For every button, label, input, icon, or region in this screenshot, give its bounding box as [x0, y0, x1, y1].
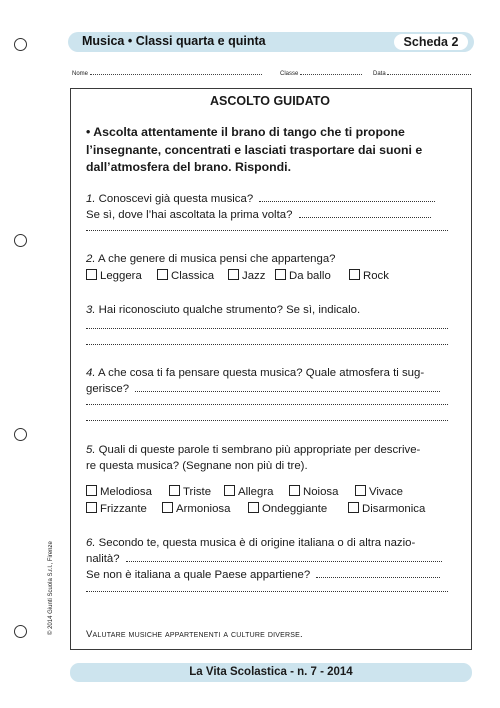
intro-text: • Ascolta attentamente il brano di tango che ti propone l’insegnante, concentrati e lasciati trasportare dai suoni e dall’atmosfera del brano. Rispondi.	[86, 125, 423, 174]
checkbox[interactable]	[86, 269, 97, 280]
checkbox[interactable]	[248, 502, 259, 513]
q5-option-ondeggiante[interactable]: Ondeggiante	[248, 502, 327, 515]
q2-option-jazz[interactable]: Jazz	[228, 269, 265, 282]
q1-line1	[86, 193, 435, 205]
q6-number: 6.	[86, 537, 96, 549]
checkbox[interactable]	[86, 485, 97, 496]
checkbox[interactable]	[348, 502, 359, 513]
q1-answer-field-2[interactable]	[299, 209, 431, 218]
checkbox[interactable]	[86, 502, 97, 513]
q6-text-3: Se non è italiana a quale Paese appartiene?	[86, 569, 311, 581]
binder-hole-2	[14, 234, 27, 247]
q4-line2	[86, 383, 440, 395]
q5-option-vivace[interactable]: Vivace	[355, 485, 403, 498]
binder-hole-4	[14, 625, 27, 638]
q1-text: Conoscevi già questa musica?	[98, 193, 254, 205]
q6-text-2: nalità?	[86, 553, 120, 565]
q5-option-melodiosa[interactable]: Melodiosa	[86, 485, 152, 498]
q3-line	[86, 304, 360, 316]
date-field-row	[373, 69, 471, 77]
q5-option-noiosa[interactable]: Noiosa	[289, 485, 338, 498]
q4-line1	[86, 367, 424, 379]
worksheet-title: ASCOLTO GUIDATO	[210, 94, 330, 108]
checkbox[interactable]	[349, 269, 360, 280]
q6-answer-field[interactable]	[126, 553, 442, 562]
checkbox[interactable]	[224, 485, 235, 496]
q5-text: Quali di queste parole ti sembrano più appropriate per descrive-	[98, 444, 421, 456]
q6-text: Secondo te, questa musica è di origine italiana o di altra nazio-	[98, 537, 416, 549]
checkbox[interactable]	[228, 269, 239, 280]
checkbox[interactable]	[289, 485, 300, 496]
q5-number: 5.	[86, 444, 96, 456]
name-label: Nome	[72, 71, 89, 77]
q4-answer-field[interactable]	[135, 383, 440, 392]
q5-option-triste[interactable]: Triste	[169, 485, 211, 498]
q6-answer-field-2[interactable]	[316, 569, 440, 578]
checkbox[interactable]	[162, 502, 173, 513]
q4-answer-line-1[interactable]	[86, 404, 448, 405]
q1-answer-field[interactable]	[259, 193, 435, 202]
name-field-row	[72, 69, 262, 77]
q5-line2	[86, 460, 308, 472]
class-label: Classe	[280, 71, 299, 77]
class-field-row	[280, 69, 362, 77]
checkbox[interactable]	[169, 485, 180, 496]
q4-text: A che cosa ti fa pensare questa musica? Quale atmosfera ti sug-	[98, 367, 425, 379]
q1-line2	[86, 209, 431, 221]
q2-option-rock[interactable]: Rock	[349, 269, 389, 282]
q5-line1	[86, 444, 420, 456]
q2-option-da-ballo[interactable]: Da ballo	[275, 269, 331, 282]
q2-line	[86, 253, 336, 265]
class-field[interactable]	[300, 69, 362, 75]
q2-option-leggera[interactable]: Leggera	[86, 269, 142, 282]
q5-option-armoniosa[interactable]: Armoniosa	[162, 502, 230, 515]
q6-line3	[86, 569, 440, 581]
q6-line2	[86, 553, 442, 565]
q4-answer-line-2[interactable]	[86, 420, 448, 421]
footer-text: La Vita Scolastica - n. 7 - 2014	[189, 666, 353, 678]
checkbox[interactable]	[275, 269, 286, 280]
q1-answer-line[interactable]	[86, 230, 448, 231]
q5-option-disarmonica[interactable]: Disarmonica	[348, 502, 425, 515]
q4-number: 4.	[86, 367, 96, 379]
q3-text: Hai riconosciuto qualche strumento? Se sì, indicalo.	[98, 304, 361, 316]
date-label: Data	[373, 71, 386, 77]
binder-hole-1	[14, 38, 27, 51]
checkbox[interactable]	[157, 269, 168, 280]
q2-option-classica[interactable]: Classica	[157, 269, 214, 282]
q5-text-2: re questa musica? (Segnane non più di tre).	[86, 460, 308, 472]
q3-answer-line-2[interactable]	[86, 344, 448, 345]
q6-line1	[86, 537, 415, 549]
learning-objective: Valutare musiche appartenenti a culture diverse.	[86, 629, 303, 640]
name-field[interactable]	[90, 69, 262, 75]
q5-option-frizzante[interactable]: Frizzante	[86, 502, 147, 515]
header-title: Musica • Classi quarta e quinta	[82, 34, 266, 48]
header-bar	[68, 32, 474, 52]
footer-bar	[70, 663, 472, 682]
q6-answer-line[interactable]	[86, 591, 448, 592]
sheet-label: Scheda 2	[394, 34, 468, 50]
copyright-text: © 2014 Giunti Scuola S.r.l., Firenze	[48, 541, 54, 635]
binder-hole-3	[14, 428, 27, 441]
date-field[interactable]	[387, 69, 471, 75]
q3-number: 3.	[86, 304, 96, 316]
q2-number: 2.	[86, 253, 96, 265]
checkbox[interactable]	[355, 485, 366, 496]
q2-text: A che genere di musica pensi che appartenga?	[98, 253, 336, 265]
q1-text-2: Se sì, dove l’hai ascoltata la prima volta?	[86, 209, 293, 221]
q3-answer-line-1[interactable]	[86, 328, 448, 329]
q5-option-allegra[interactable]: Allegra	[224, 485, 273, 498]
q1-number: 1.	[86, 193, 96, 205]
q4-text-2: gerisce?	[86, 383, 130, 395]
